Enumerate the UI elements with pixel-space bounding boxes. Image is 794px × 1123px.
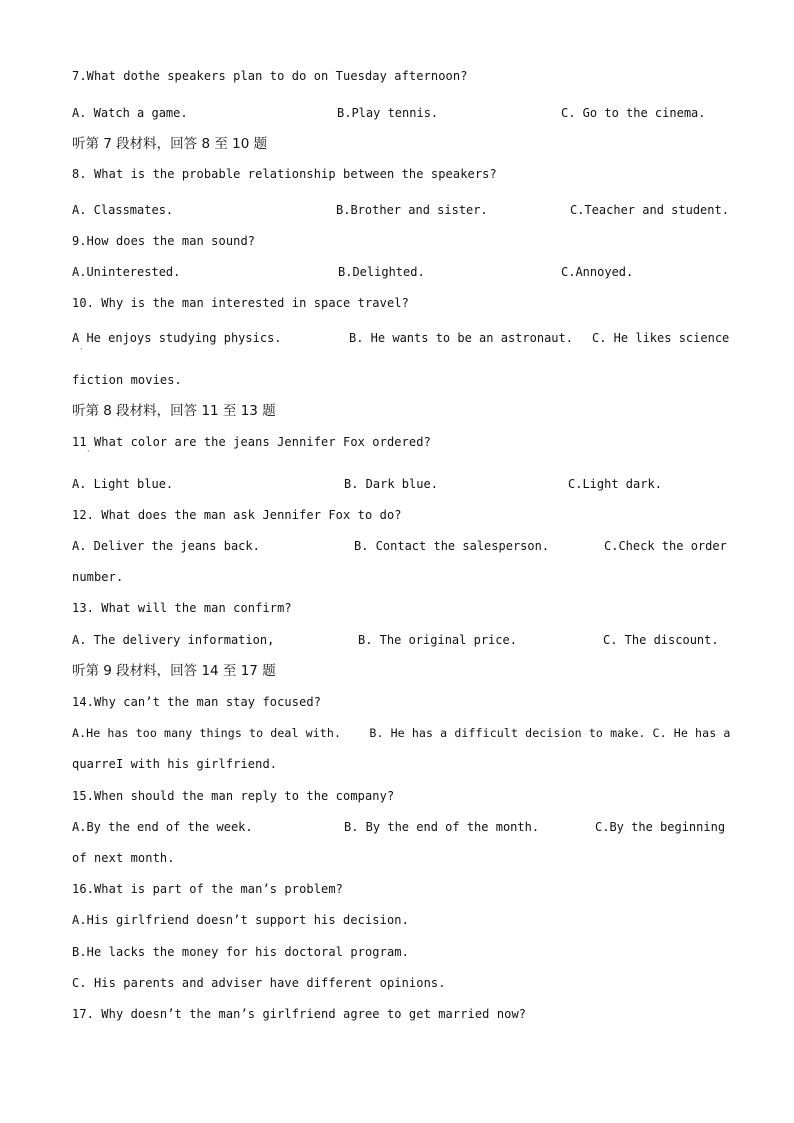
q10-option-b: B. He wants to be an astronaut. — [349, 331, 573, 345]
q16-option-c: C. His parents and adviser have different opinions. — [72, 976, 446, 990]
q13-option-c: C. The discount. — [603, 633, 719, 647]
q12-option-c: C.Check the order — [604, 539, 727, 553]
q16-option-b: B.He lacks the money for his doctoral program. — [72, 945, 409, 959]
q15-option-b: B. By the end of the month. — [344, 820, 540, 834]
stray-mark: ˋ — [79, 348, 85, 358]
q10-option-a: A He enjoys studying physics. — [72, 331, 282, 345]
q16-option-a: A.His girlfriend doesn’t support his decision. — [72, 913, 409, 927]
q12-option-b: B. Contact the salesperson. — [354, 539, 550, 553]
question-9: 9.How does the man sound? — [72, 234, 256, 248]
q15-option-c: C.By the beginning — [595, 820, 726, 834]
question-14: 14.Why can’t the man stay focused? — [72, 695, 322, 709]
q11-option-c: C.Light dark. — [568, 477, 662, 491]
q8-option-a: A. Classmates. — [72, 203, 174, 217]
q8-option-c: C.Teacher and student. — [570, 203, 729, 217]
stray-mark: ˋ — [86, 450, 92, 460]
q9-option-a: A.Uninterested. — [72, 265, 181, 279]
section-8-heading: 听第 8 段材料，回答 11 至 13 题 — [72, 403, 276, 419]
q11-option-b: B. Dark blue. — [344, 477, 438, 491]
section-7-heading: 听第 7 段材料，回答 8 至 10 题 — [72, 136, 268, 152]
q8-option-b: B.Brother and sister. — [336, 203, 488, 217]
question-8: 8. What is the probable relationship between the speakers? — [72, 167, 497, 181]
q14-option-c-continued: quarreI with his girlfriend. — [72, 757, 278, 771]
question-10: 10. Why is the man interested in space travel? — [72, 296, 409, 310]
question-12: 12. What does the man ask Jennifer Fox to do? — [72, 508, 402, 522]
q9-option-c: C.Annoyed. — [561, 265, 634, 279]
q15-option-c-continued: of next month. — [72, 851, 175, 865]
q10-option-c: C. He likes science — [592, 331, 730, 345]
q13-option-b: B. The original price. — [358, 633, 517, 647]
question-13: 13. What will the man confirm? — [72, 601, 292, 615]
q9-option-b: B.Delighted. — [338, 265, 425, 279]
section-9-heading: 听第 9 段材料，回答 14 至 17 题 — [72, 663, 276, 679]
q14-options: A.He has too many things to deal with. B. He has a difficult decision to make. C. He has a — [72, 726, 731, 740]
q7-option-a: A. Watch a game. — [72, 106, 188, 120]
question-15: 15.When should the man reply to the company? — [72, 789, 395, 803]
question-7: 7.What dothe speakers plan to do on Tuesday afternoon? — [72, 69, 468, 83]
q7-option-c: C. Go to the cinema. — [561, 106, 706, 120]
q12-option-c-continued: number. — [72, 570, 124, 584]
q12-option-a: A. Deliver the jeans back. — [72, 539, 260, 553]
question-11: 11 What color are the jeans Jennifer Fox ordered? — [72, 435, 431, 449]
q10-option-c-continued: fiction movies. — [72, 373, 182, 387]
q11-option-a: A. Light blue. — [72, 477, 174, 491]
q7-option-b: B.Play tennis. — [337, 106, 439, 120]
q15-option-a: A.By the end of the week. — [72, 820, 253, 834]
question-17: 17. Why doesn’t the man’s girlfriend agree to get married now? — [72, 1007, 527, 1021]
q13-option-a: A. The delivery information, — [72, 633, 275, 647]
question-16: 16.What is part of the man’s problem? — [72, 882, 344, 896]
